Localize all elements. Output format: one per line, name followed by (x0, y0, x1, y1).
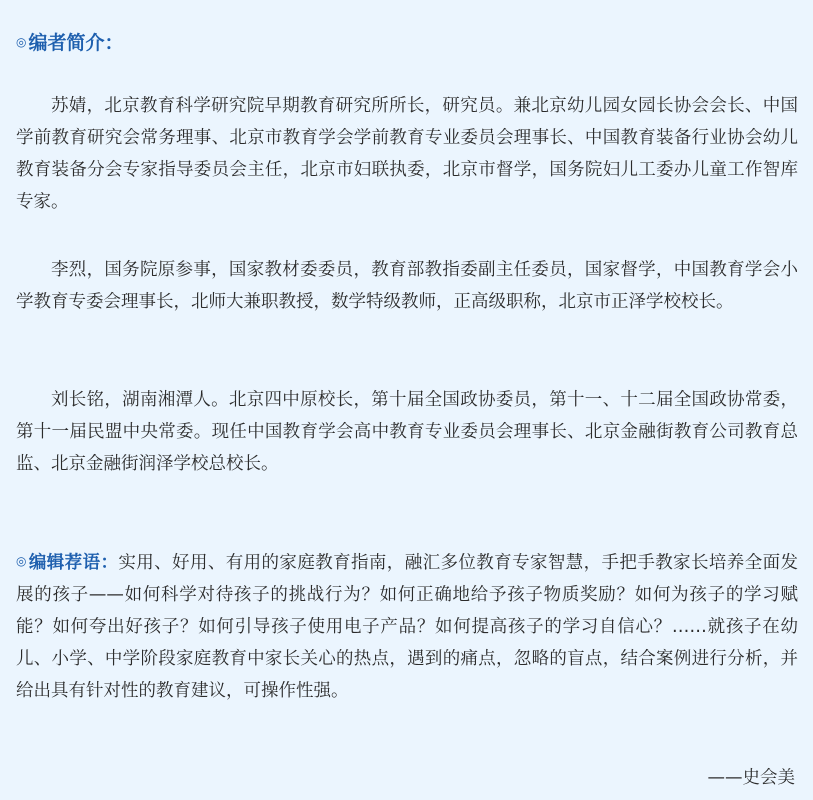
signature: ——史会美 (707, 768, 795, 788)
bio-paragraph-2: 李烈，国务院原参事，国家教材委委员，教育部教指委副主任委员，国家督学，中国教育学会小学教育专委会理事长，北师大兼职教授，数学特级教师，正高级职称，北京市正泽学校校长。 (16, 260, 798, 312)
recommendation-paragraph (16, 545, 798, 707)
bio-paragraph-1: 苏婧，北京教育科学研究院早期教育研究所所长，研究员。兼北京幼儿园女园长协会会长、中国学前教育研究会常务理事、北京市教育学会学前教育专业委员会理事长、中国教育装备行业协会幼儿教育装备分会专家指导委员会主任，北京市妇联执委，北京市督学，国务院妇儿工委办儿童工作智库专家。 (16, 96, 798, 212)
recommendation-heading (16, 553, 118, 573)
recommendation-text: 实用、好用、有用的家庭教育指南，融汇多位教育专家智慧，手把手教家长培养全面发展的孩子——如何科学对待孩子的挑战行为？如何正确地给予孩子物质奖励？如何为孩子的学习赋能？如何夸出好孩子？如何引导孩子使用电子产品？如何提高孩子的学习自信心？……就孩子在幼儿、小学、中学阶段家庭教育中家长关心的热点，遇到的痛点，忽略的盲点，结合案例进行分析，并给出具有针对性的教育建议，可操作性强。 (16, 553, 798, 701)
recommendation-label: 编辑荐语： (28, 553, 119, 573)
editor-intro-heading (16, 28, 124, 57)
bio-paragraph-3: 刘长铭，湖南湘潭人。北京四中原校长，第十届全国政协委员，第十一、十二届全国政协常委，第十一届民盟中央常委。现任中国教育学会高中教育专业委员会理事长、北京金融街教育公司教育总监、北京金融街润泽学校总校长。 (16, 390, 798, 474)
bullet-icon: ◎ (16, 554, 27, 568)
bullet-icon: ◎ (16, 35, 27, 49)
editor-intro-heading-text: 编者简介： (28, 32, 124, 54)
